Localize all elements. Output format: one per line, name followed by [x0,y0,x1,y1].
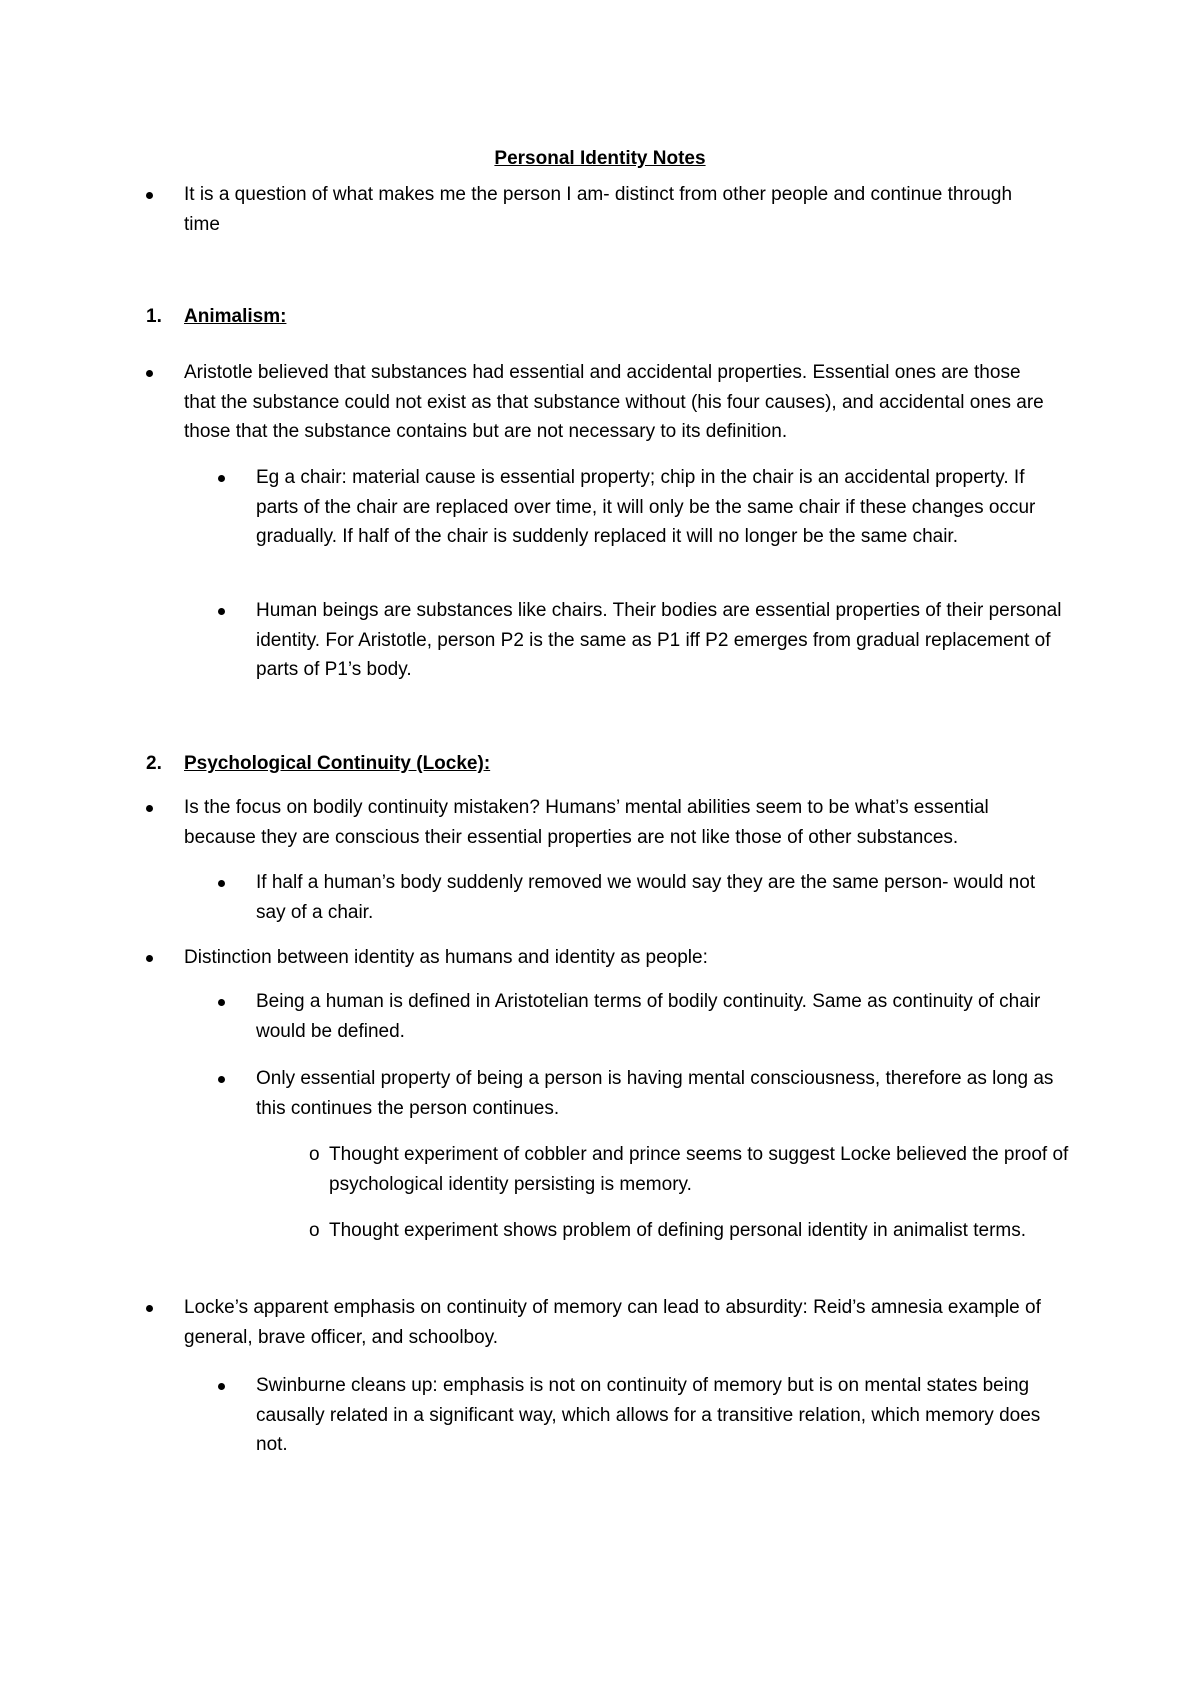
circle-bullet-marker: o [309,1220,320,1241]
intro-text: It is a question of what makes me the person I am- distinct from other people and continue through time [184,184,1013,235]
section-number: 1. [146,306,162,327]
intro-bullet [184,180,1014,239]
list-item-sub: Being a human is defined in Aristotelian terms of bodily continuity. Same as continuity of chair would be defined. [256,987,1062,1046]
section-title: Animalism: [184,306,287,327]
page-title: Personal Identity Notes [494,148,706,169]
list-item-sub: If half a human’s body suddenly removed we would say they are the same person- would not say of a chair. [256,868,1062,927]
list-item-sub: Eg a chair: material cause is essential property; chip in the chair is an accidental property. If parts of the chair are replaced over time, it will only be the same chair if these changes occur gradually. If half of the chair is suddenly replaced it will no longer be the same chair. [256,463,1062,552]
list-item-sub: Human beings are substances like chairs. Their bodies are essential properties of their personal identity. For Aristotle, person P2 is the same as P1 iff P2 emerges from gradual replacement of parts of P1’s body. [256,596,1062,685]
list-item-sub-sub: o Thought experiment of cobbler and prince seems to suggest Locke believed the proof of psychological identity persisting is memory. [329,1140,1069,1199]
list-item: Is the focus on bodily continuity mistaken? Humans’ mental abilities seem to be what’s essential because they are conscious their essential properties are not like those of other substances. [184,793,1054,852]
list-item: Distinction between identity as humans and identity as people: [184,943,1014,973]
list-item-sub-sub: o Thought experiment shows problem of defining personal identity in animalist terms. [329,1216,1069,1246]
section-heading-animalism [146,302,1014,332]
list-item-sub: Swinburne cleans up: emphasis is not on continuity of memory but is on mental states being causally related in a significant way, which allows for a transitive relation, which memory does not. [256,1371,1062,1460]
section-heading-psychological-continuity [146,749,1014,779]
list-item: Locke’s apparent emphasis on continuity of memory can lead to absurdity: Reid’s amnesia example of general, brave officer, and schoolboy. [184,1293,1054,1352]
circle-bullet-marker: o [309,1144,320,1165]
list-item-sub: Only essential property of being a person is having mental consciousness, therefore as long as this continues the person continues. [256,1064,1062,1123]
list-item: Aristotle believed that substances had essential and accidental properties. Essential ones are those that the substance could not exist as that substance without (his four causes), and accidental ones are those that the substance contains but are not necessary to its definition. [184,358,1049,447]
section-title: Psychological Continuity (Locke): [184,753,491,774]
section-number: 2. [146,753,162,774]
